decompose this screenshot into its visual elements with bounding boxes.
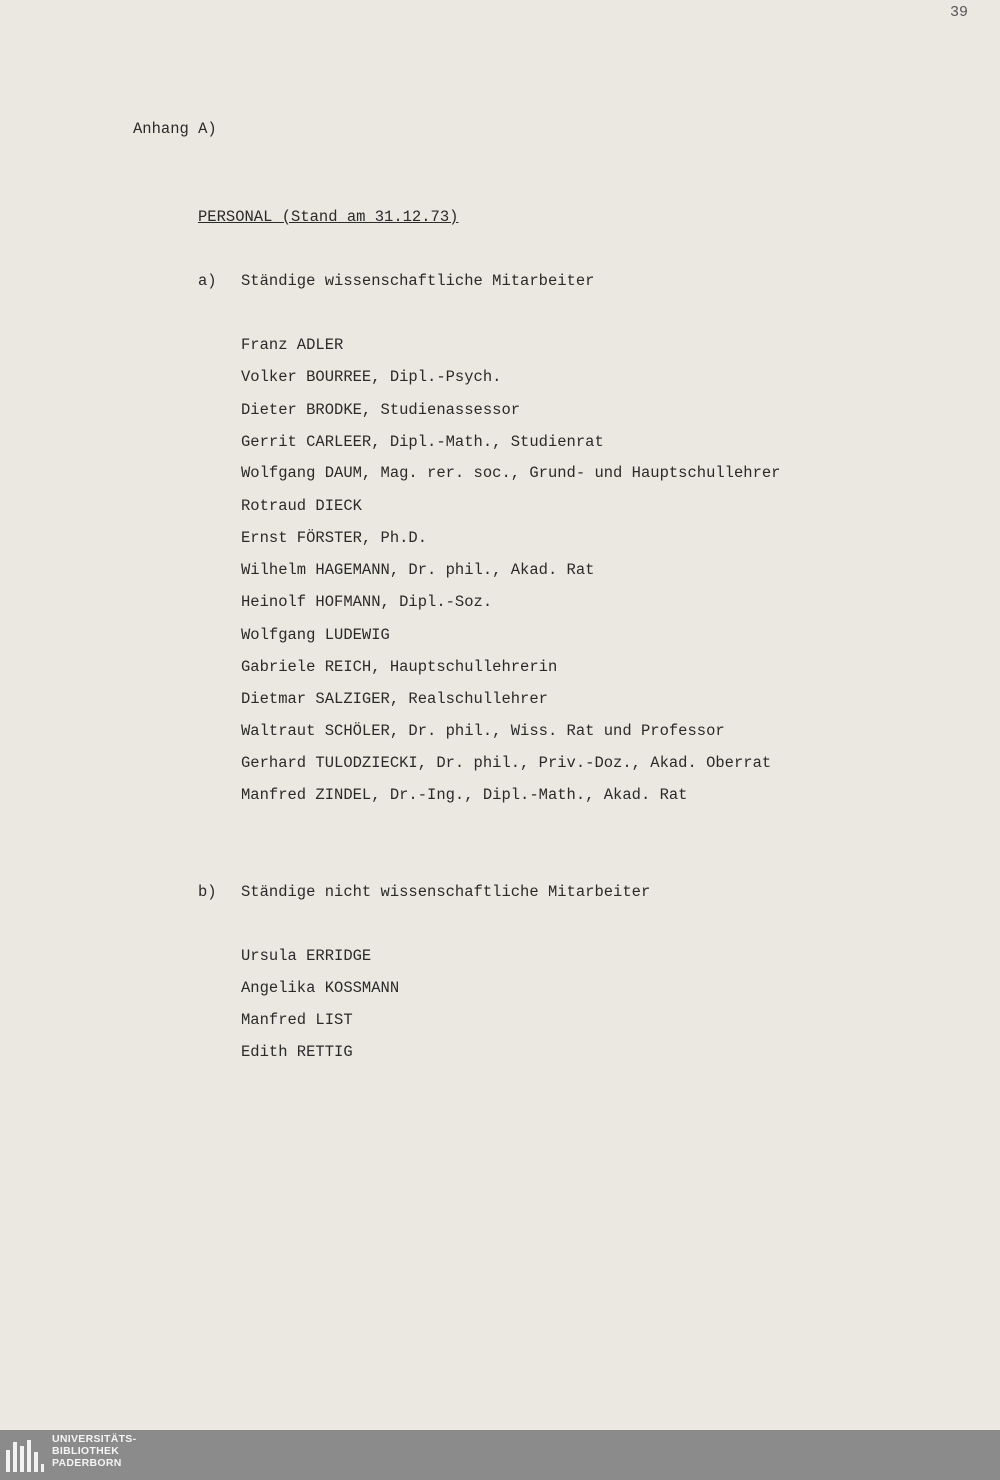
list-item: Ursula ERRIDGE	[241, 947, 372, 965]
logo-line: UNIVERSITÄTS-	[52, 1433, 137, 1445]
group-b-label: b)	[198, 883, 217, 901]
list-item: Dietmar SALZIGER, Realschullehrer	[241, 690, 548, 708]
library-footer-bar	[0, 1430, 1000, 1480]
list-item: Wolfgang DAUM, Mag. rer. soc., Grund- und Hauptschullehrer	[241, 464, 781, 482]
list-item: Heinolf HOFMANN, Dipl.-Soz.	[241, 593, 493, 611]
logo-line: BIBLIOTHEK	[52, 1445, 120, 1457]
section-title: PERSONAL (Stand am 31.12.73)	[198, 208, 459, 226]
list-item: Manfred ZINDEL, Dr.-Ing., Dipl.-Math., Akad. Rat	[241, 786, 688, 804]
list-item: Wolfgang LUDEWIG	[241, 626, 390, 644]
list-item: Ernst FÖRSTER, Ph.D.	[241, 529, 428, 547]
list-item: Angelika KOSSMANN	[241, 979, 400, 997]
list-item: Gerhard TULODZIECKI, Dr. phil., Priv.-Doz., Akad. Oberrat	[241, 754, 772, 772]
logo-line: PADERBORN	[52, 1457, 122, 1469]
library-logo-text	[52, 1433, 136, 1469]
list-item: Waltraut SCHÖLER, Dr. phil., Wiss. Rat und Professor	[241, 722, 725, 740]
page-number: 39	[950, 4, 969, 21]
list-item: Edith RETTIG	[241, 1043, 353, 1061]
group-b-title: Ständige nicht wissenschaftliche Mitarbeiter	[241, 883, 651, 901]
list-item: Volker BOURREE, Dipl.-Psych.	[241, 368, 502, 386]
list-item: Franz ADLER	[241, 336, 344, 354]
list-item: Wilhelm HAGEMANN, Dr. phil., Akad. Rat	[241, 561, 595, 579]
library-logo-icon	[6, 1440, 44, 1472]
list-item: Rotraud DIECK	[241, 497, 362, 515]
appendix-heading: Anhang A)	[133, 120, 217, 138]
group-a-title: Ständige wissenschaftliche Mitarbeiter	[241, 272, 595, 290]
group-a-label: a)	[198, 272, 217, 290]
list-item: Manfred LIST	[241, 1011, 353, 1029]
list-item: Gerrit CARLEER, Dipl.-Math., Studienrat	[241, 433, 604, 451]
list-item: Gabriele REICH, Hauptschullehrerin	[241, 658, 558, 676]
list-item: Dieter BRODKE, Studienassessor	[241, 401, 521, 419]
